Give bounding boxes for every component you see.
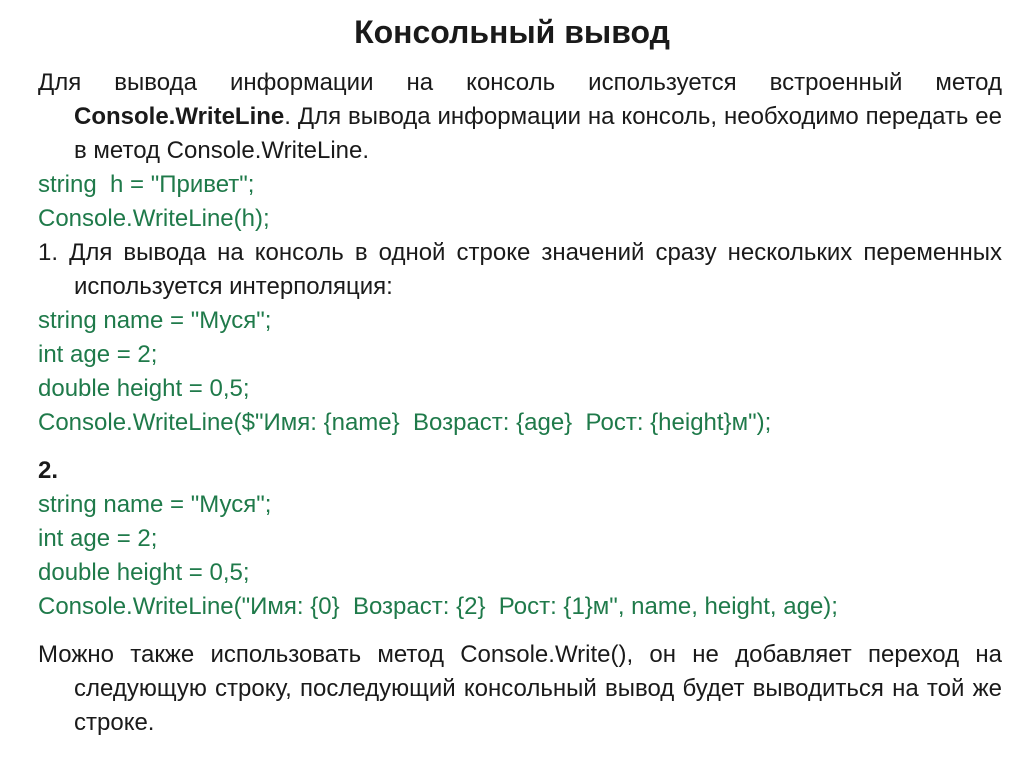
code-line: string name = "Муся"; bbox=[38, 491, 272, 518]
spacer bbox=[38, 440, 1002, 454]
code-line: string h = "Привет"; bbox=[38, 171, 255, 198]
intro-method-name: Console.WriteLine bbox=[74, 103, 285, 130]
code-line: Console.WriteLine($"Имя: {name} Возраст: {age} Рост: {height}м"); bbox=[38, 409, 772, 436]
outro-paragraph: Можно также использовать метод Console.Write(), он не добавляет переход на следующую строку, последующий консольный вывод будет выводиться на той же строке. bbox=[38, 641, 1002, 736]
code-line: double height = 0,5; bbox=[38, 559, 250, 586]
intro-text-1: Для вывода информации на консоль используется встроенный метод bbox=[38, 69, 1002, 96]
slide-title: Консольный вывод bbox=[354, 14, 670, 50]
code-line: int age = 2; bbox=[38, 525, 158, 552]
code-line: int age = 2; bbox=[38, 341, 158, 368]
item-2-number: 2. bbox=[38, 457, 59, 484]
code-line: string name = "Муся"; bbox=[38, 307, 272, 334]
intro-text-2: . Для вывода информации на консоль, необходимо передать ее в метод Console.WriteLine. bbox=[74, 103, 1002, 164]
code-line: Console.WriteLine("Имя: {0} Возраст: {2} Рост: {1}м", name, height, age); bbox=[38, 593, 838, 620]
item-1-paragraph: 1. Для вывода на консоль в одной строке значений сразу нескольких переменных используется интерполяция: bbox=[38, 239, 1002, 300]
spacer bbox=[38, 624, 1002, 638]
code-line: double height = 0,5; bbox=[38, 375, 250, 402]
intro-paragraph bbox=[38, 66, 1002, 168]
slide-content bbox=[38, 66, 1002, 740]
code-line: Console.WriteLine(h); bbox=[38, 205, 270, 232]
